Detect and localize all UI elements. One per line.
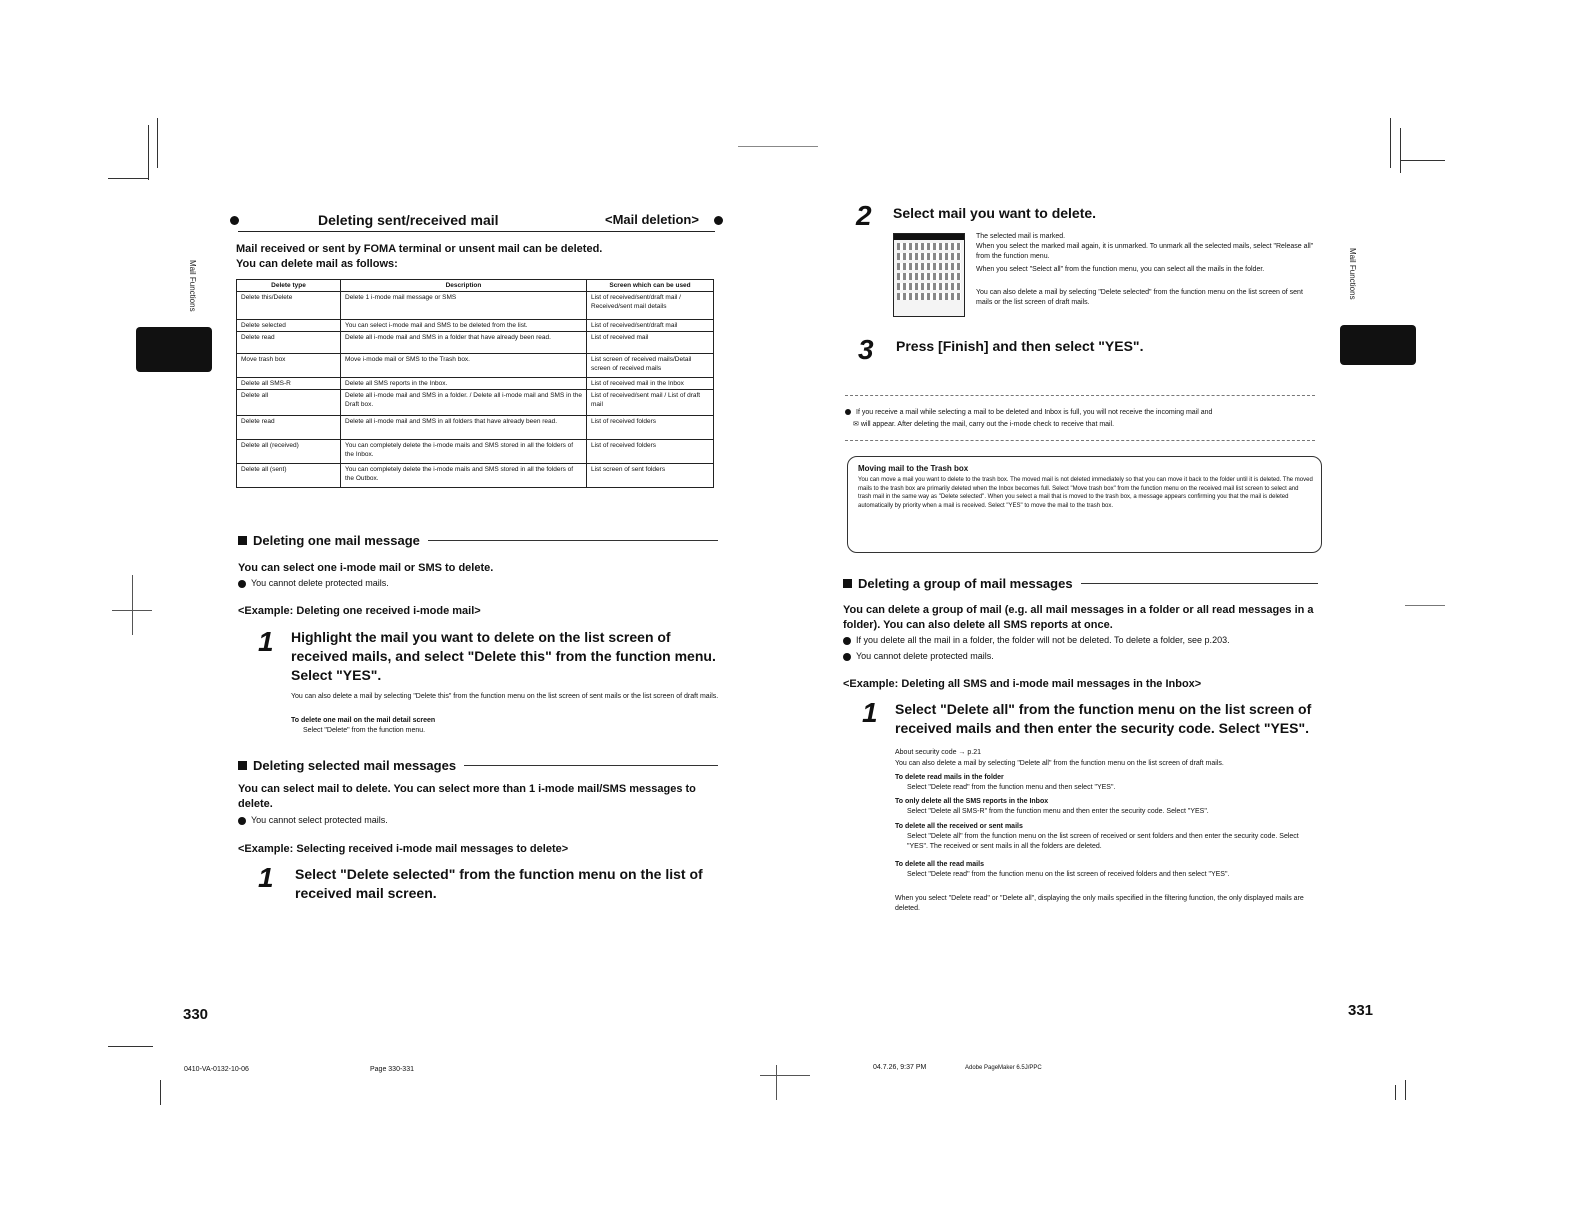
table-row (237, 320, 714, 332)
sec3-step-text: Select "Delete all" from the function menu on the list screen of received mails and then enter the security code. Select "YES". (895, 701, 1312, 736)
step-number: 1 (258, 626, 274, 657)
bullet-text: You cannot delete protected mails. (251, 578, 389, 588)
table-cell: Move i-mode mail or SMS to the Trash box. (341, 354, 587, 378)
footer-left-code: 0410-VA-0132-10-06 (184, 1066, 249, 1073)
section-title-selected (238, 758, 718, 773)
header-tag: <Mail deletion> (605, 212, 699, 227)
intro-line-1: Mail received or sent by FOMA terminal or unsent mail can be deleted. (236, 243, 603, 255)
table-cell: Delete all i-mode mail and SMS in a folder. / Delete all i-mode mail and SMS in the Draft box. (341, 390, 587, 416)
sec3-detail: About security code → p.21 (895, 749, 981, 756)
header-title: Deleting sent/received mail (318, 212, 499, 228)
step-number: 1 (862, 697, 878, 728)
sec1-bullet (238, 577, 389, 589)
square-bullet-icon (238, 536, 247, 545)
table-cell: List of received mail in the Inbox (587, 378, 714, 390)
table-header: Description (341, 280, 587, 292)
note-text: If you receive a mail while selecting a mail to be deleted and Inbox is full, you will not receive the incoming mail and (856, 409, 1213, 416)
bullet-text: You cannot select protected mails. (251, 815, 388, 825)
sec2-example: <Example: Selecting received i-mode mail messages to delete> (238, 843, 569, 855)
step2-line-3: When you select "Select all" from the function menu, you can select all the mails in the folder. (976, 266, 1265, 273)
trash-box-title: Moving mail to the Trash box (858, 464, 969, 473)
table-cell: List screen of sent folders (587, 464, 714, 488)
footer-time: 04.7.26, 9:37 PM (873, 1064, 927, 1071)
section-tab (136, 327, 212, 372)
table-cell: List of received folders (587, 440, 714, 464)
sec3-detail: Select "Delete read" from the function menu on the list screen of received folders and then select "YES". (907, 871, 1230, 878)
table-row (237, 390, 714, 416)
square-bullet-icon (843, 579, 852, 588)
phone-screen-thumbnail (893, 233, 965, 317)
bullet-dot-icon (238, 580, 246, 588)
section-title-text: Deleting one mail message (253, 533, 420, 548)
sec3-detail: Select "Delete all SMS-R" from the function menu and then enter the security code. Select "YES". (907, 808, 1209, 815)
sec1-note2: Select "Delete" from the function menu. (303, 727, 426, 734)
page-number-left: 330 (183, 1006, 209, 1023)
table-cell: List of received/sent mail / List of draft mail (587, 390, 714, 416)
table-cell: Delete all (received) (237, 440, 341, 464)
step-number: 1 (258, 862, 274, 893)
note-divider (845, 440, 1315, 442)
delete-types-table (236, 279, 714, 488)
note-line-2 (853, 420, 1315, 430)
table-cell: You can completely delete the i-mode mails and SMS stored in all the folders of the Inbox. (341, 440, 587, 464)
sec3-detail: To delete read mails in the folder (895, 774, 1004, 781)
table-cell: Delete all i-mode mail and SMS in all folders that have already been read. (341, 416, 587, 440)
sec2-bullet (238, 814, 388, 826)
section-title-one-mail (238, 533, 718, 548)
sec3-detail: Select "Delete all" from the function menu on the list screen of received or sent folders and then enter the security code. Select "YES". The received or sent mails in all the folders are deleted. (907, 833, 1299, 850)
bullet-text: If you delete all the mail in a folder, the folder will not be deleted. To delete a folder, see p.203. (856, 635, 1230, 645)
section-title-text: Deleting a group of mail messages (858, 576, 1073, 591)
table-cell: Delete read (237, 332, 341, 354)
note-line-1 (845, 408, 1315, 418)
sec1-example: <Example: Deleting one received i-mode mail> (238, 605, 481, 617)
trash-box-note (847, 456, 1322, 553)
left-header (230, 210, 725, 232)
sec2-step-text: Select "Delete selected" from the function menu on the list of received mail screen. (295, 866, 703, 901)
intro-line-2: You can delete mail as follows: (236, 258, 398, 270)
table-row (237, 378, 714, 390)
table-cell: Delete all i-mode mail and SMS in a folder that have already been read. (341, 332, 587, 354)
sec3-detail: Select "Delete read" from the function menu and then select "YES". (907, 784, 1116, 791)
footer-page-range: Page 330-331 (370, 1066, 414, 1073)
mail-full-icon: ✉ (853, 421, 859, 428)
table-header: Screen which can be used (587, 280, 714, 292)
bullet-text: You cannot delete protected mails. (856, 651, 994, 661)
sec1-step-text: Highlight the mail you want to delete on the list screen of received mails, and select "Delete this" from the function menu. Select "YES". (291, 629, 716, 683)
header-dot-icon (230, 216, 239, 225)
table-cell: List screen of received mails/Detail screen of received mails (587, 354, 714, 378)
bullet-dot-icon (845, 409, 851, 415)
table-cell: List of received mail (587, 332, 714, 354)
table-cell: Delete all SMS-R (237, 378, 341, 390)
step2-line-4: You can also delete a mail by selecting "Delete selected" from the function menu on the list screen of sent mails or the list screen of draft mails. (976, 289, 1303, 306)
side-label: Mail Functions (1348, 248, 1357, 300)
square-bullet-icon (238, 761, 247, 770)
table-cell: List of received/sent/draft mail (587, 320, 714, 332)
sec1-lead: You can select one i-mode mail or SMS to delete. (238, 562, 494, 574)
sec3-bullet-2 (843, 650, 994, 662)
sec3-bullet-1 (843, 634, 1230, 646)
sec3-lead: You can delete a group of mail (e.g. all mail messages in a folder or all read messages in a folder). You can also delete all SMS reports at once. (843, 604, 1314, 631)
table-cell: Delete 1 i-mode mail message or SMS (341, 292, 587, 320)
table-row (237, 464, 714, 488)
table-row (237, 354, 714, 378)
bullet-dot-icon (843, 653, 851, 661)
table-row (237, 416, 714, 440)
sec3-detail: To delete all the received or sent mails (895, 823, 1023, 830)
table-cell: You can completely delete the i-mode mails and SMS stored in all the folders of the Outbox. (341, 464, 587, 488)
table-cell: List of received folders (587, 416, 714, 440)
sec3-detail: To delete all the read mails (895, 861, 984, 868)
table-row (237, 440, 714, 464)
table-row (237, 292, 714, 320)
footer-app: Adobe PageMaker 6.5J/PPC (965, 1065, 1042, 1071)
step3-title: Press [Finish] and then select "YES". (896, 338, 1144, 354)
bullet-dot-icon (238, 817, 246, 825)
table-cell: Delete selected (237, 320, 341, 332)
table-header: Delete type (237, 280, 341, 292)
table-cell: Delete all SMS reports in the Inbox. (341, 378, 587, 390)
table-cell: List of received/sent/draft mail / Received/sent mail details (587, 292, 714, 320)
table-cell: You can select i-mode mail and SMS to be deleted from the list. (341, 320, 587, 332)
note-text: will appear. After deleting the mail, carry out the i-mode check to receive that mail. (860, 421, 1115, 428)
sec3-detail: You can also delete a mail by selecting "Delete all" from the function menu on the list screen of draft mails. (895, 760, 1224, 767)
step2-line-2: When you select the marked mail again, it is unmarked. To unmark all the selected mails, select "Release all" from the function menu. (976, 243, 1314, 260)
table-cell: Delete read (237, 416, 341, 440)
table-cell: Delete all (sent) (237, 464, 341, 488)
sec3-detail: When you select "Delete read" or "Delete all", displaying the only mails specified in the filtering function, the only displayed mails are deleted. (895, 895, 1304, 912)
table-cell: Delete this/Delete (237, 292, 341, 320)
table-cell: Move trash box (237, 354, 341, 378)
note-divider (845, 395, 1315, 397)
side-label: Mail Functions (188, 260, 197, 312)
trash-box-text: You can move a mail you want to delete to the trash box. The moved mail is not deleted immediately so that you can move it back to the folder until it is deleted. The moved mails to the trash box are primarily deleted when the Inbox becomes full. Select "Move trash box" from the function menu on the received mail list screen to select and trash mail in the same way as "Delete selected". When you select a mail that is moved to the trash box, a message appears confirming you that the mail is deleted automatically by priority when a mail is received. Select "YES" to move the mail to the trash box. (858, 477, 1313, 509)
page-number-right: 331 (1348, 1002, 1374, 1019)
sec3-example: <Example: Deleting all SMS and i-mode mail messages in the Inbox> (843, 678, 1202, 690)
bullet-dot-icon (843, 637, 851, 645)
section-title-text: Deleting selected mail messages (253, 758, 457, 773)
sec1-note1: You can also delete a mail by selecting "Delete this" from the function menu on the list screen of sent mails or the list screen of draft mails. (291, 693, 719, 700)
table-cell: Delete all (237, 390, 341, 416)
step-number: 3 (858, 334, 874, 365)
step2-line-1: The selected mail is marked. (976, 233, 1066, 240)
sec3-detail: To only delete all the SMS reports in the Inbox (895, 798, 1049, 805)
section-tab (1340, 325, 1416, 365)
table-row (237, 332, 714, 354)
step2-title: Select mail you want to delete. (893, 205, 1097, 221)
header-dot-icon (714, 216, 723, 225)
section-title-group (843, 576, 1318, 591)
sec2-lead: You can select mail to delete. You can select more than 1 i-mode mail/SMS messages to delete. (238, 783, 696, 810)
sec1-note2-head: To delete one mail on the mail detail screen (291, 717, 436, 724)
step-number: 2 (856, 200, 872, 231)
